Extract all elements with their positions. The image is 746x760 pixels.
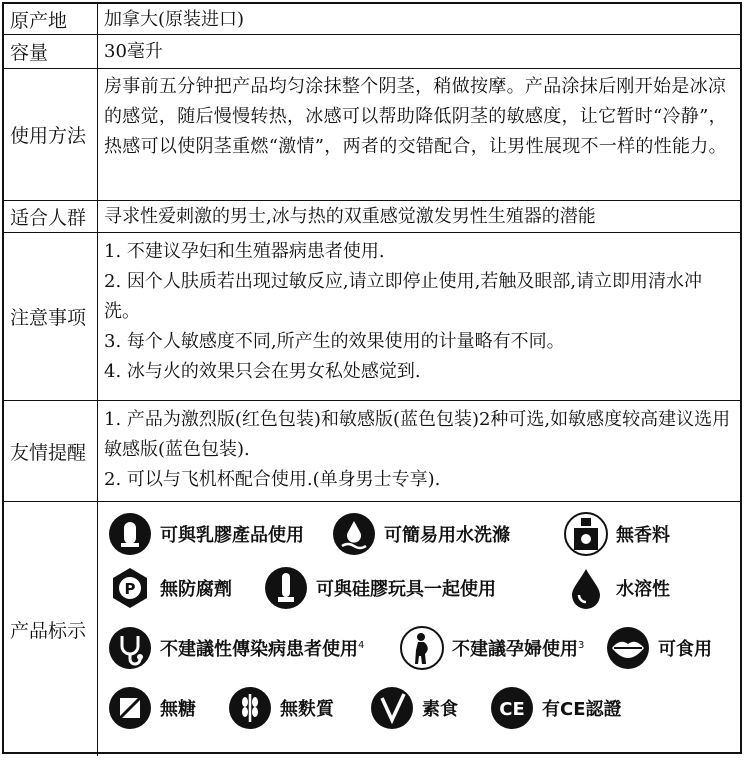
mark-water-soluble-text: 水溶性 (616, 579, 670, 600)
tips-label: 友情提醒 (4, 401, 98, 501)
mark-silicone-toy-text: 可與硅膠玩具一起使用 (316, 579, 496, 600)
no-fragrance-icon (564, 512, 608, 556)
ce-icon (490, 686, 534, 730)
pregnant-icon (400, 626, 444, 670)
mark-std-text (160, 635, 364, 661)
mark-wash-text: 可簡易用水洗滌 (384, 525, 510, 546)
origin-value: 加拿大(原装进口) (104, 8, 245, 30)
usage-text: 房事前五分钟把产品均匀涂抹整个阴茎，稍做按摩。产品涂抹后刚开始是冰凉的感觉，随后慢慢转热，冰感可以帮助降低阴茎的敏感度，让它暂时“冷静”，热感可以使阴茎重燃“激情”，两者的交错配合，让男性展现不一样的性能力。 (104, 76, 727, 157)
mark-no-preservative-text: 無防腐劑 (160, 579, 232, 600)
mark-vegan-text: 素食 (422, 699, 458, 720)
mark-latex-text: 可與乳膠產品使用 (160, 525, 304, 546)
water-drop-icon (564, 566, 608, 610)
mark-latex (108, 512, 304, 556)
notes-item-2: 2. 因个人肤质若出现过敏反应,请立即停止使用,若触及眼部,请立即用清水冲洗。 (104, 271, 703, 322)
usage-label: 使用方法 (4, 69, 98, 200)
mark-std (108, 626, 364, 670)
no-sugar-icon (108, 686, 152, 730)
mark-no-preservative (108, 566, 232, 610)
mark-std-label: 不建議性傳染病患者使用 (160, 639, 358, 660)
mark-std-sup: 4 (358, 640, 365, 651)
mark-ce (490, 686, 622, 730)
row-suitable (4, 201, 740, 233)
mark-gluten-free (228, 686, 334, 730)
notes-item-3: 3. 每个人敏感度不同,所产生的效果使用的计量略有不同。 (104, 331, 565, 352)
mark-no-sugar-text: 無糖 (160, 699, 196, 720)
mark-pregnant-text (452, 635, 584, 661)
marks-icon-grid (104, 508, 736, 752)
mark-edible (606, 626, 712, 670)
wash-icon (332, 512, 376, 556)
capacity-value: 30毫升 (104, 41, 163, 62)
lips-icon (606, 626, 650, 670)
mark-water-soluble (564, 566, 670, 610)
mark-wash (332, 512, 510, 556)
marks-label: 产品标示 (4, 502, 98, 756)
tips-list (104, 401, 736, 501)
mark-pregnant (400, 626, 584, 670)
row-origin (4, 4, 740, 35)
tips-item-2: 2. 可以与飞机杯配合使用.(单身男士专享). (104, 469, 441, 490)
no-preservative-icon (108, 566, 152, 610)
mark-edible-text: 可食用 (658, 639, 712, 660)
mark-ce-text: 有CE認證 (542, 699, 622, 720)
origin-label: 原产地 (4, 4, 98, 34)
row-marks (4, 502, 740, 756)
mark-no-sugar (108, 686, 196, 730)
row-notes (4, 233, 740, 401)
svg-text:P: P (124, 580, 136, 598)
mark-gluten-free-text: 無麩質 (280, 699, 334, 720)
notes-item-4: 4. 冰与火的效果只会在男女私处感觉到. (104, 361, 421, 382)
notes-label: 注意事项 (4, 233, 98, 400)
silicone-toy-icon (264, 566, 308, 610)
mark-pregnant-sup: 3 (578, 640, 585, 651)
condom-icon (108, 512, 152, 556)
mark-silicone-toy (264, 566, 496, 610)
suitable-value: 寻求性爱刺激的男士,冰与热的双重感觉激发男性生殖器的潜能 (104, 206, 596, 227)
stethoscope-icon (108, 626, 152, 670)
capacity-label: 容量 (4, 35, 98, 68)
usage-value (104, 69, 736, 200)
product-info-table (2, 2, 742, 754)
vegan-icon (370, 686, 414, 730)
gluten-free-icon (228, 686, 272, 730)
notes-list (104, 233, 736, 400)
row-tips (4, 401, 740, 502)
row-usage (4, 69, 740, 201)
suitable-label: 适合人群 (4, 201, 98, 232)
notes-item-1: 1. 不建议孕妇和生殖器病患者使用. (104, 241, 385, 262)
svg-text:CE: CE (499, 699, 525, 720)
mark-pregnant-label: 不建議孕婦使用 (452, 639, 578, 660)
mark-no-fragrance-text: 無香料 (616, 525, 670, 546)
mark-no-fragrance (564, 512, 670, 556)
row-capacity (4, 35, 740, 69)
tips-item-1: 1. 产品为激烈版(红色包装)和敏感版(蓝色包装)2种可选,如敏感度较高建议选用敏感版(蓝色包装). (104, 409, 731, 460)
mark-vegan (370, 686, 458, 730)
